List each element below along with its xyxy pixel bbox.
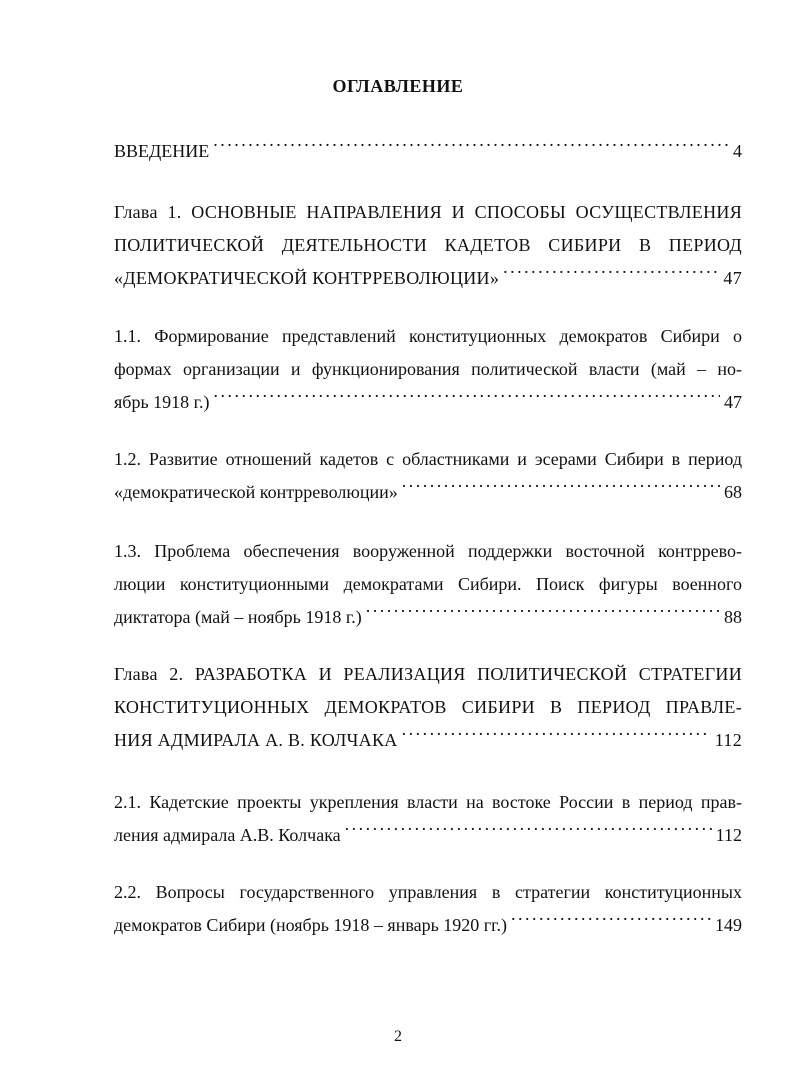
toc-entry-last-line	[114, 724, 742, 757]
toc-entry-line: 1.3. Проблема обеспечения вооруженной поддержки восточной контррево-	[114, 541, 742, 561]
dot-leader	[214, 388, 721, 408]
toc-entry-title: ябрь 1918 г.)	[114, 392, 210, 412]
toc-entry-section-2-1[interactable]	[114, 786, 742, 852]
toc-entry-last-line	[114, 476, 742, 509]
toc-entry-introduction[interactable]	[114, 135, 742, 168]
toc-entry-section-1-3[interactable]	[114, 535, 742, 634]
toc-entry-chapter-2[interactable]	[114, 658, 742, 757]
toc-entry-last-line	[114, 601, 742, 634]
toc-entry-page: 112	[715, 825, 742, 845]
dot-leader	[402, 726, 711, 746]
toc-entry-line: ПОЛИТИЧЕСКОЙ ДЕЯТЕЛЬНОСТИ КАДЕТОВ СИБИРИ В ПЕРИОД	[114, 235, 742, 255]
toc-entry-line: формах организации и функционирования политической власти (май – но-	[114, 359, 742, 379]
dot-leader	[503, 264, 719, 284]
toc-entry-line: 1.2. Развитие отношений кадетов с областниками и эсерами Сибири в период	[114, 449, 742, 469]
toc-entry-last-line	[114, 819, 742, 852]
toc-entry-line: 2.2. Вопросы государственного управления в стратегии конституционных	[114, 882, 742, 902]
dot-leader	[402, 478, 720, 498]
toc-entry-page: 112	[714, 730, 742, 750]
toc-entry-line: Глава 1. ОСНОВНЫЕ НАПРАВЛЕНИЯ И СПОСОБЫ ОСУЩЕСТВЛЕНИЯ	[114, 202, 742, 222]
toc-entry-last-line	[114, 135, 742, 168]
toc-entry-title: «демократической контрреволюции»	[114, 482, 398, 502]
dot-leader	[511, 911, 711, 931]
toc-entry-page: 88	[724, 607, 742, 627]
toc-entry-last-line	[114, 909, 742, 942]
toc-entry-chapter-1[interactable]	[114, 196, 742, 295]
toc-entry-line: люции конституционными демократами Сибири. Поиск фигуры военного	[114, 574, 742, 594]
toc-entry-page: 47	[723, 268, 742, 288]
toc-entry-title: НИЯ АДМИРАЛА А. В. КОЛЧАКА	[114, 730, 398, 750]
toc-entry-section-1-1[interactable]	[114, 320, 742, 419]
dot-leader	[366, 603, 720, 623]
page-number: 2	[394, 1028, 402, 1045]
toc-entry-title: «ДЕМОКРАТИЧЕСКОЙ КОНТРРЕВОЛЮЦИИ»	[114, 268, 500, 288]
toc-entry-page: 68	[724, 482, 742, 502]
toc-entry-section-1-2[interactable]	[114, 443, 742, 509]
toc-entry-page: 149	[715, 915, 742, 935]
toc-entry-section-2-2[interactable]	[114, 876, 742, 942]
toc-entry-line: 2.1. Кадетские проекты укрепления власти на востоке России в период прав-	[114, 792, 742, 812]
toc-entry-title: ВВЕДЕНИЕ	[114, 141, 210, 161]
toc-title: ОГЛАВЛЕНИЕ	[332, 76, 464, 96]
toc-entry-title: демократов Сибири (ноябрь 1918 – январь 1920 гг.)	[114, 915, 508, 935]
toc-entry-last-line	[114, 386, 742, 419]
dot-leader	[345, 821, 712, 841]
toc-entry-line: Глава 2. РАЗРАБОТКА И РЕАЛИЗАЦИЯ ПОЛИТИЧЕСКОЙ СТРАТЕГИИ	[114, 664, 742, 684]
dot-leader	[213, 137, 729, 157]
toc-entry-title: диктатора (май – ноябрь 1918 г.)	[114, 607, 362, 627]
toc-entry-title: ления адмирала А.В. Колчака	[114, 825, 341, 845]
toc-entry-line: КОНСТИТУЦИОННЫХ ДЕМОКРАТОВ СИБИРИ В ПЕРИОД ПРАВЛЕ-	[114, 697, 742, 717]
toc-entry-last-line	[114, 262, 742, 295]
toc-entry-page: 47	[724, 392, 742, 412]
toc-entry-page: 4	[733, 141, 742, 161]
toc-entry-line: 1.1. Формирование представлений конституционных демократов Сибири о	[114, 326, 742, 346]
